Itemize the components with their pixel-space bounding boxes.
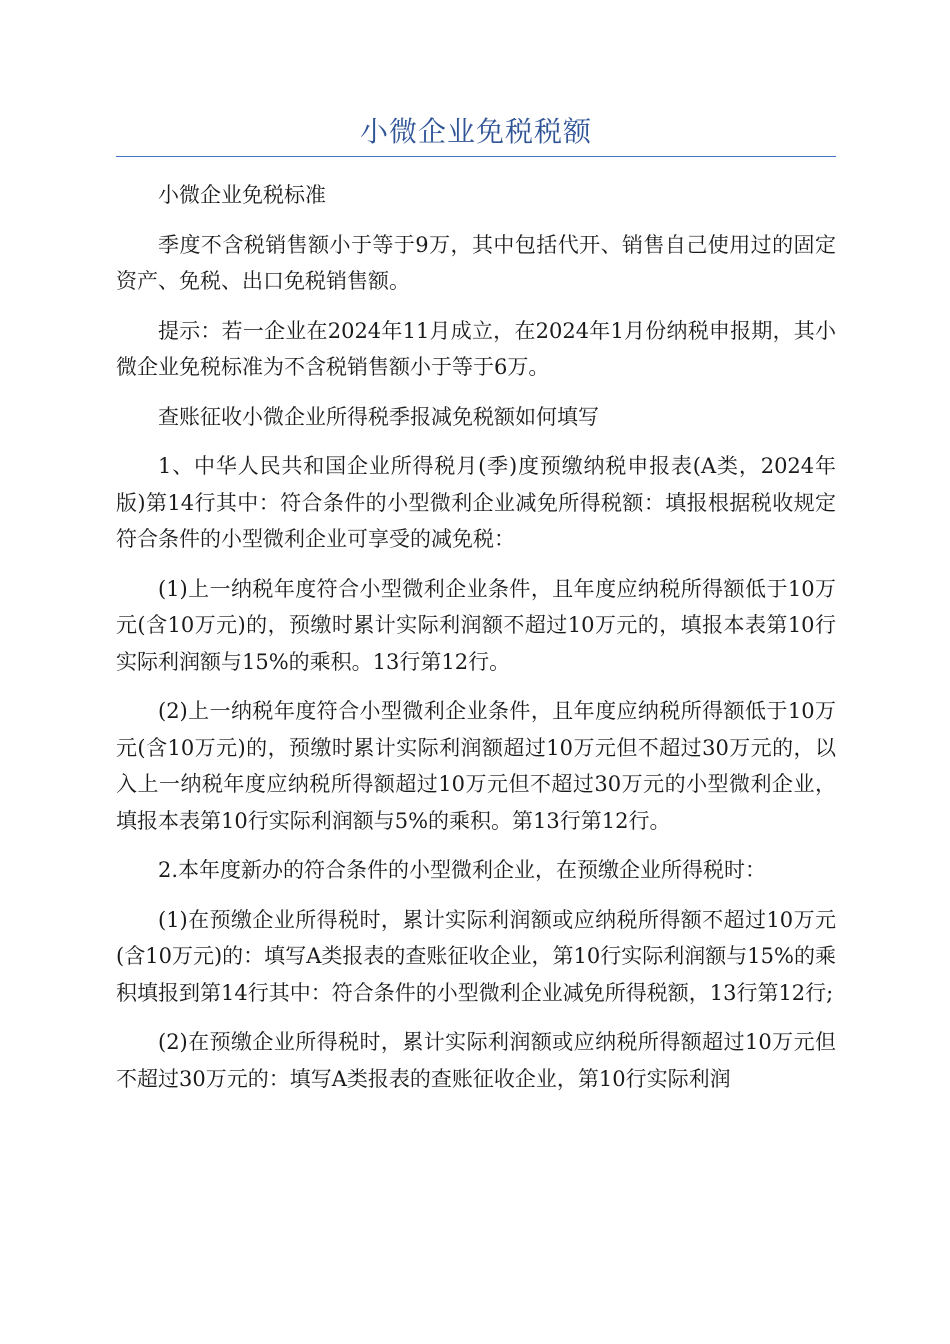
paragraph-item-1-sub-1: (1)上一纳税年度符合小型微利企业条件，且年度应纳税所得额低于10万元(含10万元)的，预缴时累计实际利润额不超过10万元的，填报本表第10行实际利润额与15%的乘积。13行第12行。: [116, 576, 836, 674]
paragraph-item-2: 2.本年度新办的符合条件的小型微利企业，在预缴企业所得税时：: [158, 858, 767, 882]
document-title: 小微企业免税税额: [359, 115, 592, 148]
paragraph-item-1: 1、中华人民共和国企业所得税月(季)度预缴纳税申报表(A类，2024年版)第14行其中：符合条件的小型微利企业减免所得税额：填报根据税收规定符合条件的小型微利企业可享受的减免税：: [116, 454, 836, 551]
paragraph-item-2-sub-1: (1)在预缴企业所得税时，累计实际利润额或应纳税所得额不超过10万元(含10万元)的：填写A类报表的查账征收企业，第10行实际利润额与15%的乘积填报到第14行其中：符合条件的小型微利企业减免所得税额，13行第12行;: [116, 907, 836, 1005]
paragraph-item-1-sub-2: (2)上一纳税年度符合小型微利企业条件，且年度应纳税所得额低于10万元(含10万元)的，预缴时累计实际利润额超过10万元但不超过30万元的，以入上一纳税年度应纳税所得额超过10万元但不超过30万元的小型微利企业，填报本表第10行实际利润额与5%的乘积。第13行第12行。: [116, 699, 836, 833]
paragraph-heading-exemption-standard: 小微企业免税标准: [158, 183, 326, 207]
paragraph-tip: 提示：若一企业在2024年11月成立，在2024年1月份纳税申报期，其小微企业免税标准为不含税销售额小于等于6万。: [116, 318, 836, 379]
document-page: [116, 112, 836, 1110]
paragraph-heading-how-to-fill: 查账征收小微企业所得税季报减免税额如何填写: [158, 404, 599, 429]
title-underline: [116, 156, 836, 157]
paragraph-quarterly-sales: 季度不含税销售额小于等于9万，其中包括代开、销售自己使用过的固定资产、免税、出口免税销售额。: [116, 232, 836, 293]
paragraph-item-2-sub-2: (2)在预缴企业所得税时，累计实际利润额或应纳税所得额超过10万元但不超过30万元的：填写A类报表的查账征收企业，第10行实际利润: [116, 1030, 836, 1091]
